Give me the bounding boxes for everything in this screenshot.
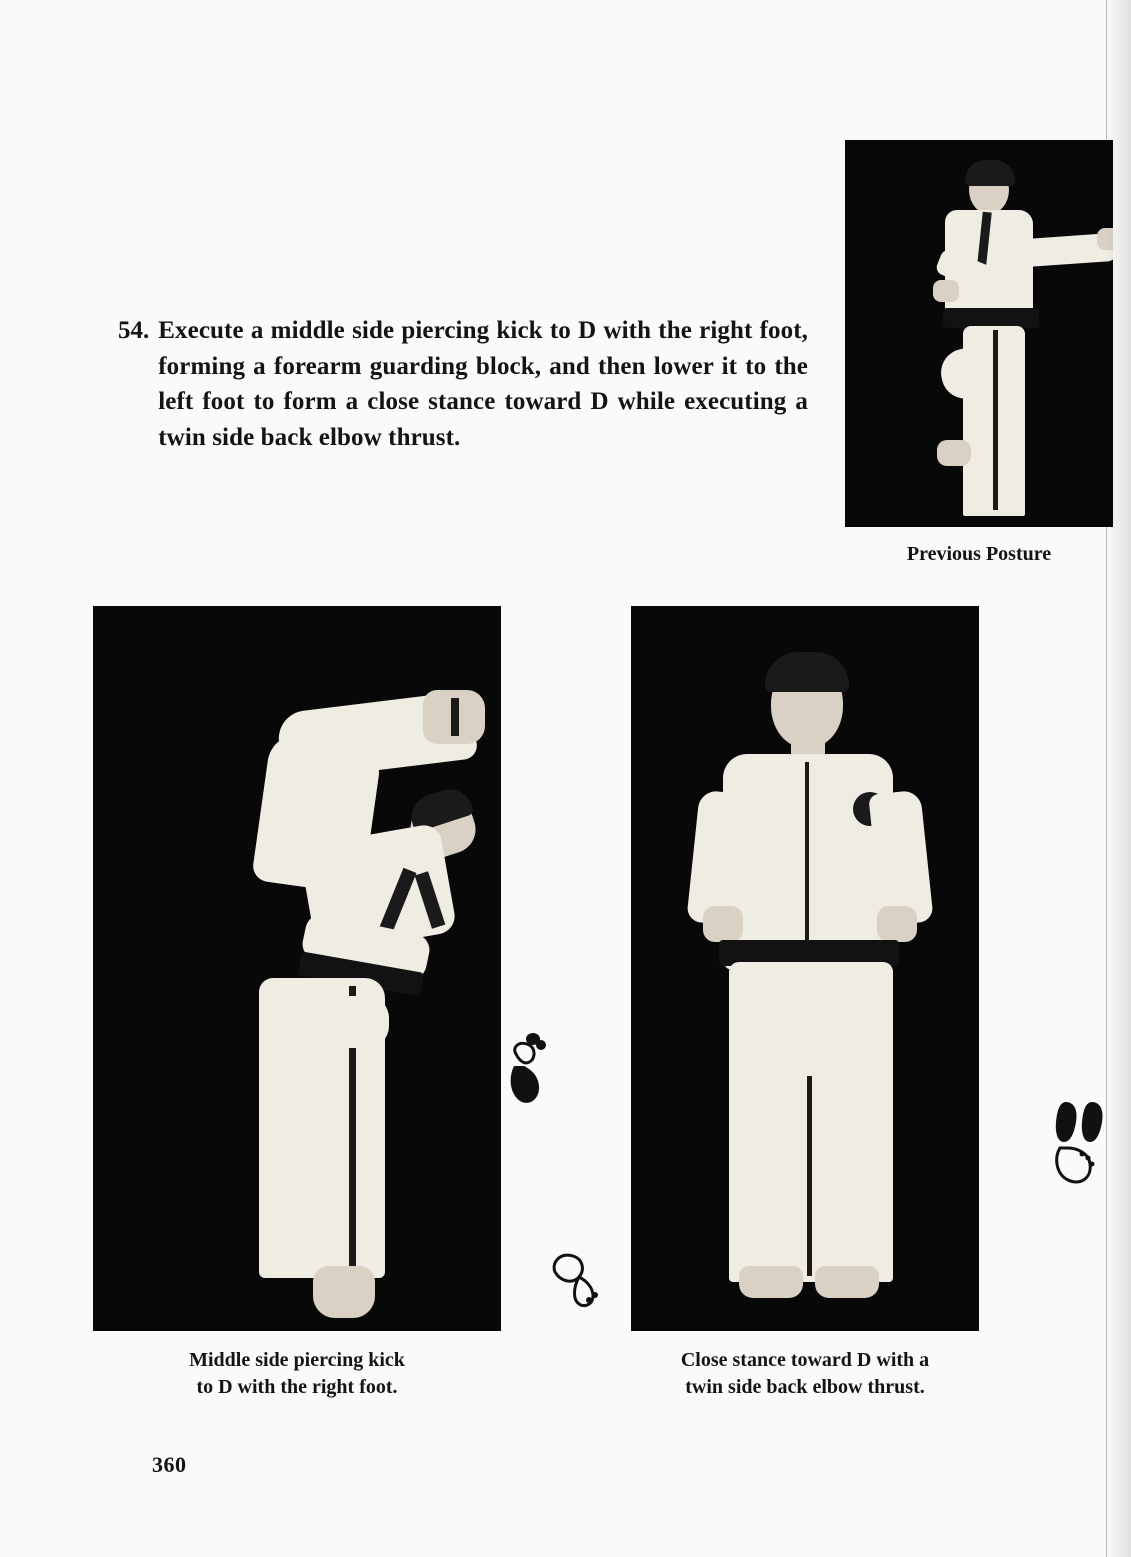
right-caption-line-2: twin side back elbow thrust. (685, 1376, 925, 1398)
instruction-number: 54. (118, 317, 150, 344)
close-stance-photo (631, 606, 979, 1331)
page-number: 360 (152, 1452, 187, 1477)
previous-posture-figure (845, 140, 1113, 527)
footprint-lower-icon (549, 1250, 601, 1310)
instruction-text: Execute a middle side piercing kick to D with the right foot, forming a forearm guarding block, and then lower it to the left foot to form a close stance toward D while executing a twin side back elbow thrust. (158, 317, 808, 451)
previous-posture-photo (845, 140, 1113, 527)
left-caption-line-1: Middle side piercing kick (189, 1349, 405, 1371)
side-piercing-kick-photo (93, 606, 501, 1331)
right-caption-line-1: Close stance toward D with a (680, 1349, 930, 1371)
right-photo-caption (631, 1347, 979, 1401)
left-photo-caption (93, 1347, 501, 1401)
side-piercing-kick-figure (93, 606, 501, 1331)
close-stance-figure (631, 606, 979, 1331)
instruction-block (118, 313, 808, 455)
left-caption-line-2: to D with the right foot. (196, 1376, 398, 1398)
footprint-pair-icon (1052, 1096, 1114, 1192)
footprint-upper-icon (506, 1028, 548, 1106)
previous-posture-caption: Previous Posture (906, 543, 1052, 565)
